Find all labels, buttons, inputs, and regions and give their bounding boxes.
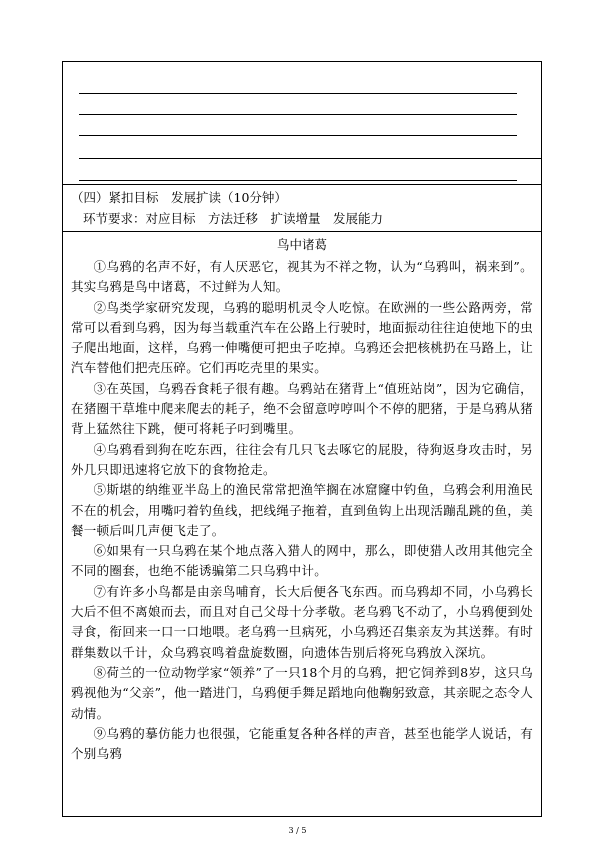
article-body bbox=[71, 257, 533, 764]
paragraph: ③在英国，乌鸦吞食耗子很有趣。乌鸦站在猪背上“值班站岗”，因为它确信，在猪圈干草堆中爬来爬去的耗子，绝不会留意哼哼叫个不停的肥猪，于是乌鸦从猪背上猛然往下跳，便可将耗子叼到嘴里。 bbox=[71, 380, 533, 437]
paragraph: ⑦有许多小鸟都是由亲鸟哺育，长大后便各飞东西。而乌鸦却不同，小乌鸦长大后不但不离娘而去，而且对自己父母十分孝敬。老乌鸦飞不动了，小乌鸦便到处寻食，衔回来一口一口地喂。老乌鸦一旦病死，小乌鸦还召集亲友为其送葬。有时群集数以千计，众乌鸦哀鸣着盘旋数圈，向遗体告别后将死乌鸦放入深坑。 bbox=[71, 583, 533, 660]
paragraph: ①乌鸦的名声不好，有人厌恶它，视其为不祥之物，认为“乌鸦叫，祸来到”。其实乌鸦是鸟中诸葛，不过鲜为人知。 bbox=[71, 259, 533, 295]
answer-line bbox=[79, 180, 517, 181]
section-requirement: 环节要求：对应目标 方法迁移 扩读增量 发展能力 bbox=[83, 211, 384, 226]
page-number: 3 / 5 bbox=[288, 826, 307, 835]
paragraph: ⑤斯堪的纳维亚半岛上的渔民常常把渔竿搁在冰窟窿中钓鱼，乌鸦会利用渔民不在的机会，用嘴叼着钓鱼线，把线绳子拖着，直到鱼钩上出现活蹦乱跳的鱼，美餐一顿后叫几声便飞走了。 bbox=[71, 482, 533, 538]
paragraph: ④乌鸦看到狗在吃东西，往往会有几只飞去啄它的屁股，待狗返身攻击时，另外几只即迅速将它放下的食物抢走。 bbox=[71, 441, 533, 477]
paragraph: ②鸟类学家研究发现，乌鸦的聪明机灵令人吃惊。在欧洲的一些公路两旁，常常可以看到乌鸦，因为每当载重汽车在公路上行驶时，地面振动往往迫使地下的虫子爬出地面，这样，乌鸦一伸嘴便可把虫子吃掉。乌鸦还会把核桃扔在马路上，让汽车替他们把壳压碎。它们再吃壳里的果实。 bbox=[71, 299, 533, 376]
answer-line bbox=[79, 93, 517, 94]
answer-lines-area bbox=[63, 62, 541, 184]
paragraph: ⑥如果有一只乌鸦在某个地点落入猎人的网中，那么，即使猎人改用其他完全不同的圈套，也绝不能诱骗第二只乌鸦中计。 bbox=[71, 543, 533, 579]
section-divider bbox=[63, 231, 541, 232]
paragraph: ⑨乌鸦的摹仿能力也很强，它能重复各种各样的声音，甚至也能学人说话，有个别乌鸦 bbox=[71, 725, 533, 762]
article-title: 鸟中诸葛 bbox=[276, 237, 327, 252]
answer-line bbox=[79, 158, 541, 159]
worksheet-frame bbox=[62, 61, 542, 817]
section-divider bbox=[63, 184, 541, 185]
answer-line bbox=[79, 135, 517, 136]
answer-line bbox=[79, 114, 517, 115]
paragraph: ⑧荷兰的一位动物学家“领养”了一只18个月的乌鸦，把它饲养到8岁，这只乌鸦视他为“父亲”，他一踏进门，乌鸦便手舞足蹈地向他鞠躬致意，其亲昵之态令人动情。 bbox=[71, 664, 533, 721]
section-heading: （四）紧扣目标 发展扩读（10分钟） bbox=[71, 190, 287, 205]
